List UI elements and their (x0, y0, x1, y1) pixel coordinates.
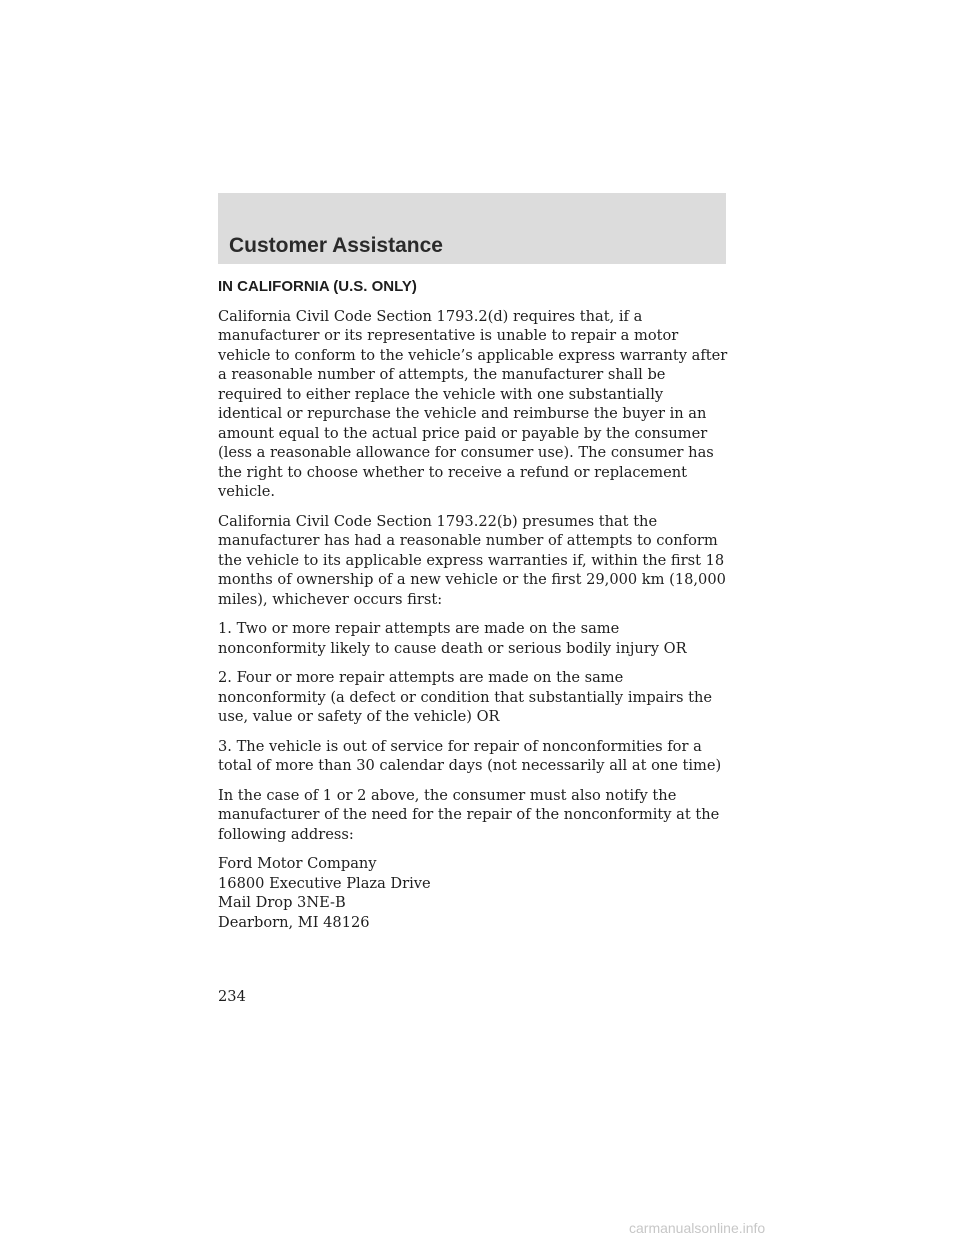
list-item: 3. The vehicle is out of service for repair of nonconformities for a total of more than 30 calendar days (not necessarily all at one time) (218, 737, 722, 774)
section-header-band (218, 193, 726, 264)
page-number: 234 (218, 988, 246, 1005)
page-content (218, 277, 730, 942)
subheading: IN CALIFORNIA (U.S. ONLY) (218, 278, 417, 295)
list-item: 2. Four or more repair attempts are made on the same nonconformity (a defect or condition that substantially impairs the use, value or safety of the vehicle) OR (218, 669, 713, 725)
mailing-address (218, 854, 730, 932)
section-title: Customer Assistance (229, 234, 443, 257)
paragraph: In the case of 1 or 2 above, the consumer must also notify the manufacturer of the need for the repair of the nonconformity at the following address: (218, 786, 720, 843)
list-item: 1. Two or more repair attempts are made on the same nonconformity likely to cause death or serious bodily injury OR (218, 620, 687, 657)
watermark: carmanualsonline.info (629, 1220, 766, 1236)
address-line: Ford Motor Company (218, 855, 377, 872)
paragraph: California Civil Code Section 1793.22(b) presumes that the manufacturer has had a reasonable number of attempts to conform the vehicle to its applicable express warranties if, within the first 18 months of ownership of a new vehicle or the first 29,000 km (18,000 miles), whichever occurs first: (218, 512, 726, 608)
address-line: 16800 Executive Plaza Drive (218, 874, 431, 892)
address-line: Dearborn, MI 48126 (218, 913, 370, 931)
paragraph: California Civil Code Section 1793.2(d) requires that, if a manufacturer or its representative is unable to repair a motor vehicle to conform to the vehicle’s applicable express warranty after a reasonable number of attempts, the manufacturer shall be required to either replace the vehicle with one substantially identical or repurchase the vehicle and reimburse the buyer in an amount equal to the actual price paid or payable by the consumer (less a reasonable allowance for consumer use). The consumer has the right to choose whether to receive a refund or replacement vehicle. (218, 307, 728, 500)
address-line: Mail Drop 3NE-B (218, 894, 346, 911)
